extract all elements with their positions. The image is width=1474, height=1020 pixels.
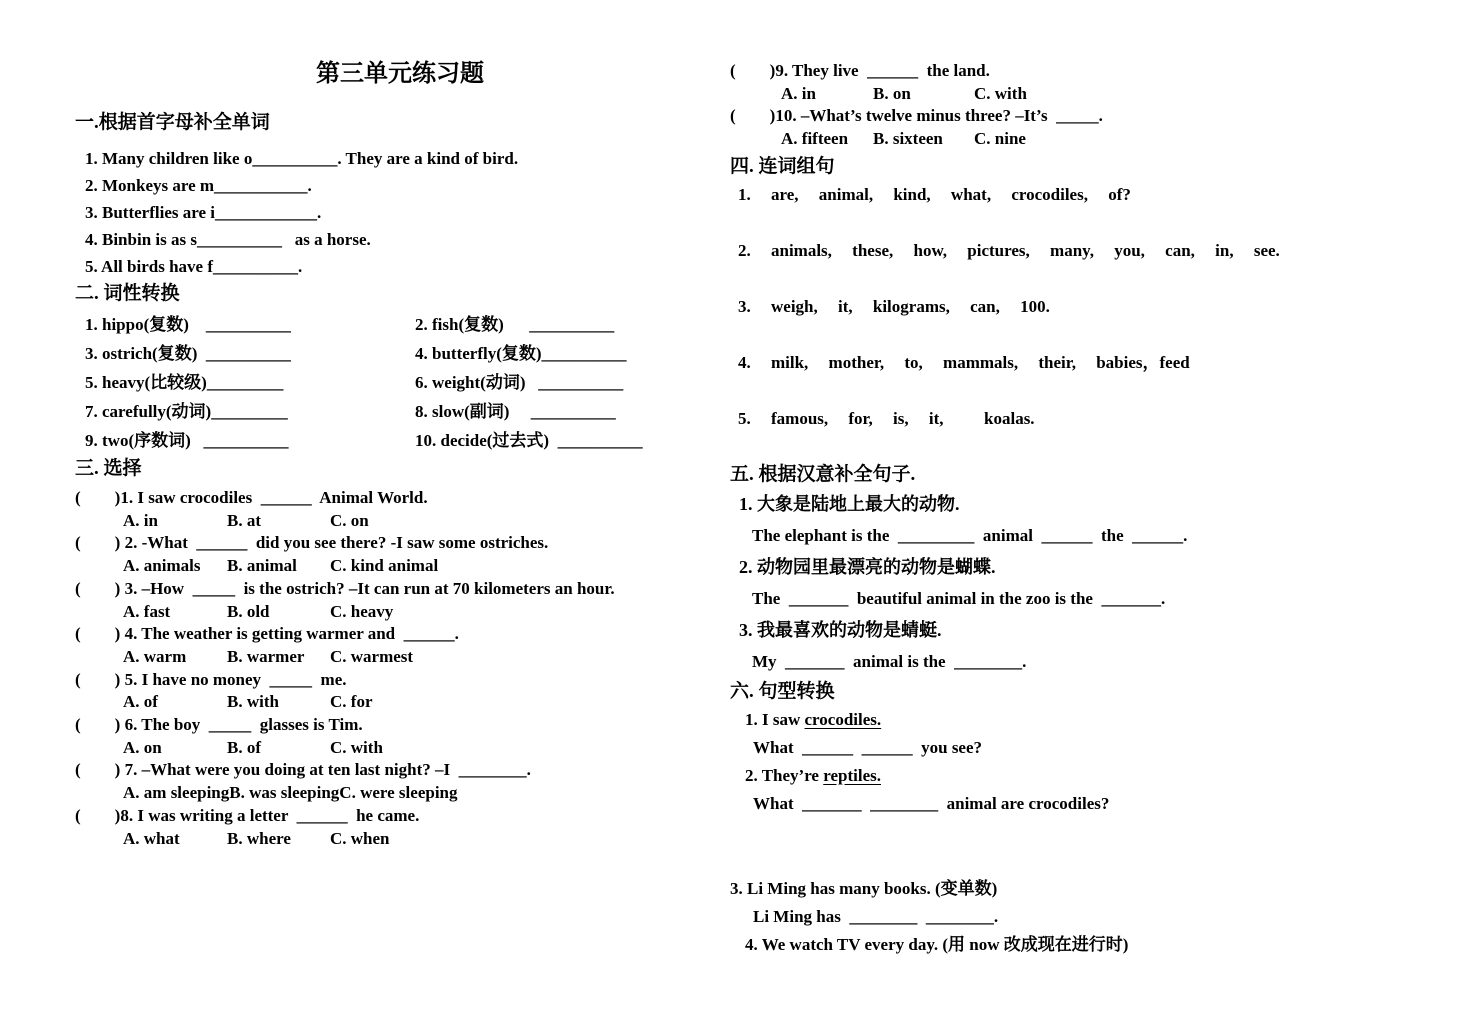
page-title: 第三单元练习题 <box>316 61 484 87</box>
choice-question-line: ( ) 2. -What ______ did you see there? -I saw some ostriches. <box>75 533 549 553</box>
choice-options-row <box>75 828 725 851</box>
choice-option: B. animal <box>227 556 297 576</box>
section-heading: 三. 选择 <box>75 458 142 479</box>
choice-question-line: ( )9. They live ______ the land. <box>730 61 990 80</box>
underlined-word: reptiles. <box>823 765 881 785</box>
word-form-item: 1. hippo(复数) __________ <box>85 315 291 334</box>
transform-item <box>730 762 1444 818</box>
choice-option: C. nine <box>974 129 1026 149</box>
choice-option: C. with <box>974 83 1027 103</box>
fill-blank-line: 4. Binbin is as s__________ as a horse. <box>85 230 371 249</box>
word-form-item: 4. butterfly(复数)__________ <box>415 344 627 363</box>
section-sec2 <box>75 280 725 455</box>
word-form-row <box>75 339 725 368</box>
word-form-item: 5. heavy(比较级)_________ <box>85 373 284 392</box>
word-form-row <box>75 310 725 339</box>
choice-options-row <box>730 83 1444 106</box>
choice-question-line: ( ) 4. The weather is getting warmer and ______. <box>75 624 459 644</box>
fill-blank-line: 2. Monkeys are m___________. <box>85 176 312 195</box>
text-segment: 3. Li Ming has many books. (变单数) <box>730 878 998 898</box>
choice-option: C. when <box>330 828 390 848</box>
choice-options-row <box>730 128 1444 151</box>
word-order-item: 5. famous, for, is, it, koalas. <box>738 408 1035 428</box>
word-form-item: 7. carefully(动词)_________ <box>85 402 288 421</box>
transform-item <box>730 706 1444 762</box>
word-form-row <box>75 368 725 397</box>
given-sentence <box>730 875 1444 903</box>
word-form-row <box>75 426 725 455</box>
choice-option: C. on <box>330 510 369 530</box>
underlined-word: crocodiles. <box>804 709 882 729</box>
word-form-row <box>75 397 725 426</box>
choice-option: B. at <box>227 510 261 530</box>
answer-line: What _______ ________ animal are crocodiles? <box>753 793 1110 813</box>
choice-question-line: ( )1. I saw crocodiles ______ Animal World. <box>75 488 428 507</box>
choice-option: A. in <box>123 510 158 530</box>
given-sentence <box>730 931 1444 959</box>
word-form-item: 3. ostrich(复数) __________ <box>85 344 291 363</box>
text-segment: 2. They’re <box>745 765 824 785</box>
choice-question-line: ( ) 6. The boy _____ glasses is Tim. <box>75 715 363 735</box>
english-fill-line: The elephant is the _________ animal ______ the ______. <box>752 526 1188 546</box>
text-segment: 4. We watch TV every day. (用 now 改成现在进行时) <box>745 934 1129 954</box>
choice-option: C. with <box>330 737 383 757</box>
choice-option: B. was sleeping <box>229 783 340 803</box>
choice-options-row <box>75 646 725 669</box>
choice-option: B. old <box>227 601 270 621</box>
choice-option: C. for <box>330 692 373 712</box>
choice-question-line: ( ) 7. –What were you doing at ten last night? –I ________. <box>75 760 531 780</box>
choice-option: B. on <box>873 83 911 103</box>
choice-option: B. of <box>227 737 261 757</box>
choice-option: B. sixteen <box>873 129 943 149</box>
word-form-item: 2. fish(复数) __________ <box>415 315 615 334</box>
transform-item <box>730 931 1444 959</box>
fill-blank-line: 3. Butterflies are i____________. <box>85 203 322 222</box>
left-column-content <box>75 109 725 850</box>
choice-option: B. with <box>227 692 279 712</box>
section-sec6 <box>730 678 1444 959</box>
answer-line: What ______ ______ you see? <box>753 737 983 757</box>
fill-blank-line: 1. Many children like o__________. They are a kind of bird. <box>85 149 519 168</box>
choice-options-row <box>75 782 725 805</box>
choice-option: B. where <box>227 828 291 848</box>
choice-options-row <box>75 555 725 578</box>
section-sec4 <box>730 153 1444 432</box>
choice-options-row <box>75 510 725 533</box>
section-heading: 五. 根据汉意补全句子. <box>730 463 916 485</box>
chinese-sentence: 1. 大象是陆地上最大的动物. <box>739 493 960 514</box>
choice-question-line: ( ) 3. –How _____ is the ostrich? –It can run at 70 kilometers an hour. <box>75 578 615 598</box>
section-heading: 四. 连词组句 <box>730 155 835 177</box>
transform-item <box>730 875 1444 931</box>
chinese-sentence: 3. 我最喜欢的动物是蜻蜓. <box>739 619 942 640</box>
choice-options-row <box>75 601 725 624</box>
choice-option: A. animals <box>123 556 201 576</box>
choice-option: A. warm <box>123 646 187 666</box>
word-order-item: 3. weigh, it, kilograms, can, 100. <box>738 296 1050 316</box>
choice-option: C. kind animal <box>330 556 439 576</box>
choice-option: A. am sleeping <box>123 783 230 803</box>
word-form-item: 6. weight(动词) __________ <box>415 373 624 392</box>
section-sec1 <box>75 109 725 280</box>
section-sec3 <box>75 455 725 850</box>
word-form-item: 9. two(序数词) __________ <box>85 431 289 450</box>
right-column <box>730 60 1444 959</box>
given-sentence <box>730 762 1444 790</box>
choice-option: A. in <box>781 83 816 103</box>
word-form-item: 10. decide(过去式) __________ <box>415 431 643 450</box>
choice-options-row <box>75 691 725 714</box>
section-sec3 <box>730 60 1444 151</box>
left-column <box>75 58 725 850</box>
english-fill-line: The _______ beautiful animal in the zoo is the _______. <box>752 589 1166 609</box>
word-order-item: 2. animals, these, how, pictures, many, you, can, in, see. <box>738 240 1280 260</box>
english-fill-line: My _______ animal is the ________. <box>752 652 1027 672</box>
choice-option: B. warmer <box>227 646 305 666</box>
section-heading: 一.根据首字母补全单词 <box>75 112 270 133</box>
text-segment: 1. I saw <box>745 709 805 729</box>
choice-question-line: ( ) 5. I have no money _____ me. <box>75 669 347 689</box>
fill-blank-line: 5. All birds have f__________. <box>85 257 303 276</box>
choice-option: A. on <box>123 737 162 757</box>
choice-option: A. of <box>123 692 158 712</box>
choice-question-line: ( )8. I was writing a letter ______ he came. <box>75 805 420 825</box>
chinese-sentence: 2. 动物园里最漂亮的动物是蝴蝶. <box>739 556 996 577</box>
word-form-item: 8. slow(副词) __________ <box>415 402 616 421</box>
word-order-item: 1. are, animal, kind, what, crocodiles, of? <box>738 184 1131 204</box>
right-column-content <box>730 60 1444 959</box>
choice-option: C. warmest <box>330 646 414 666</box>
choice-option: A. fast <box>123 601 171 621</box>
choice-option: A. fifteen <box>781 129 849 149</box>
choice-option: C. heavy <box>330 601 394 621</box>
given-sentence <box>730 706 1444 734</box>
choice-question-line: ( )10. –What’s twelve minus three? –It’s _____. <box>730 106 1103 126</box>
answer-line: Li Ming has ________ ________. <box>753 906 999 926</box>
section-heading: 二. 词性转换 <box>75 283 180 304</box>
word-order-item: 4. milk, mother, to, mammals, their, babies，feed <box>738 352 1190 372</box>
choice-option: A. what <box>123 828 180 848</box>
choice-option: C. were sleeping <box>339 783 458 803</box>
choice-options-row <box>75 737 725 760</box>
section-heading: 六. 句型转换 <box>730 680 835 702</box>
section-sec5 <box>730 461 1444 678</box>
